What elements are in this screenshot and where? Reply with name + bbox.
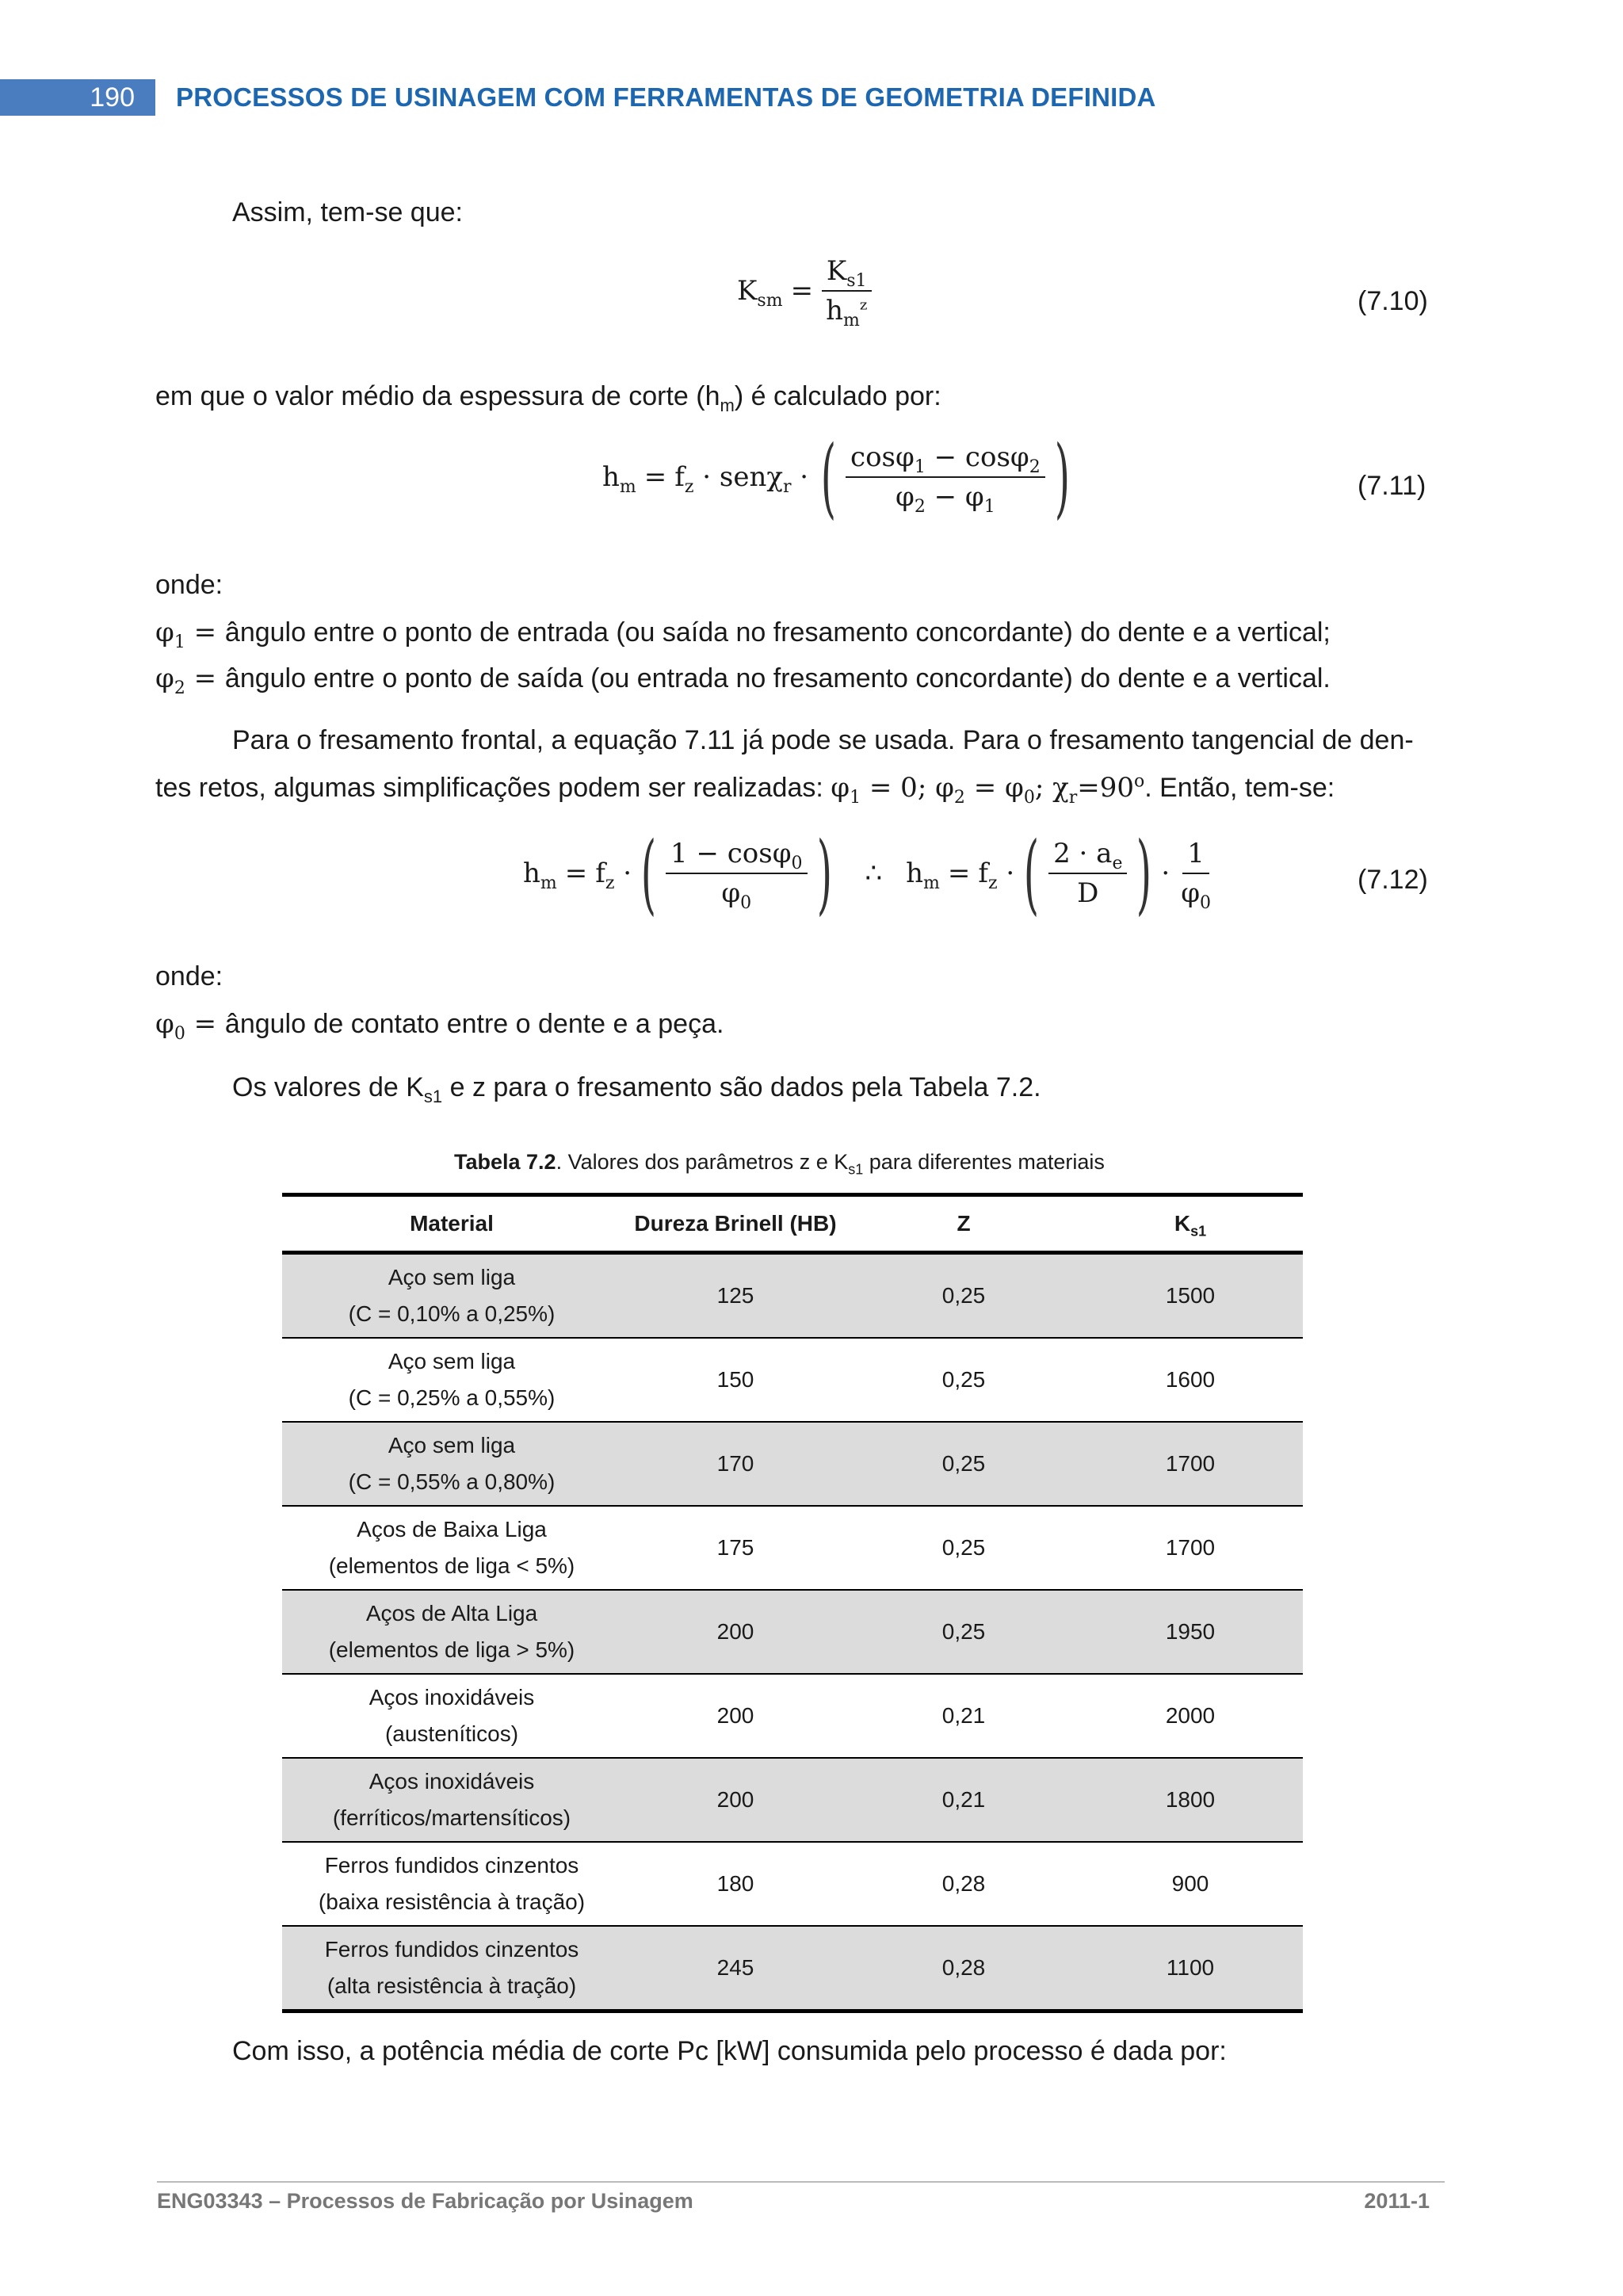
cell-ks1: 1950 <box>1078 1590 1303 1674</box>
cell-ks1: 2000 <box>1078 1674 1303 1758</box>
table-row <box>282 1842 1303 1926</box>
equation-number-7-11: (7.11) <box>1358 471 1426 501</box>
cell-z: 0,21 <box>850 1758 1078 1842</box>
paragraph-fresamento-line1: Para o fresamento frontal, a equação 7.11 já pode se usada. Para o fresamento tangencial de den- <box>232 725 1414 755</box>
cell-hb: 175 <box>621 1506 850 1590</box>
paragraph-assim: Assim, tem-se que: <box>232 197 463 227</box>
column-header-ks1: $K_{s1}$ <box>1078 1195 1303 1253</box>
footer-divider <box>157 2181 1445 2183</box>
cell-material: Aços de Alta Liga (elementos de liga > 5%) <box>282 1590 621 1674</box>
cell-hb: 200 <box>621 1590 850 1674</box>
table-row <box>282 1253 1303 1339</box>
cell-hb: 150 <box>621 1338 850 1422</box>
cell-ks1: 1700 <box>1078 1506 1303 1590</box>
cell-material: Aço sem liga (C = 0,25% a 0,55%) <box>282 1338 621 1422</box>
cell-hb: 200 <box>621 1758 850 1842</box>
material-parameters-table <box>282 1193 1303 2013</box>
table-row <box>282 1758 1303 1842</box>
table-row <box>282 1338 1303 1422</box>
cell-ks1: 1700 <box>1078 1422 1303 1506</box>
equation-7-10: $K_{sm}$ = $\frac{K_{s1}}{h_m^z}$ <box>737 255 872 327</box>
equation-number-7-12: (7.12) <box>1358 865 1428 895</box>
cell-ks1: 1100 <box>1078 1926 1303 2011</box>
cell-ks1: 1600 <box>1078 1338 1303 1422</box>
definition-phi1: $\varphi_1$ = ângulo entre o ponto de entrada (ou saída no fresamento concordante) do dente e a vertical; <box>155 617 1331 652</box>
cell-hb: 200 <box>621 1674 850 1758</box>
table-row <box>282 1590 1303 1674</box>
cell-z: 0,28 <box>850 1926 1078 2011</box>
cell-z: 0,25 <box>850 1253 1078 1339</box>
cell-material: Aço sem liga (C = 0,55% a 0,80%) <box>282 1422 621 1506</box>
cell-z: 0,21 <box>850 1674 1078 1758</box>
paragraph-com-isso: Com isso, a potência média de corte Pc [kW] consumida pelo processo é dada por: <box>232 2036 1227 2066</box>
cell-z: 0,25 <box>850 1338 1078 1422</box>
cell-z: 0,25 <box>850 1422 1078 1506</box>
cell-z: 0,25 <box>850 1590 1078 1674</box>
cell-hb: 245 <box>621 1926 850 2011</box>
footer-course: ENG03343 – Processos de Fabricação por Usinagem <box>157 2189 693 2213</box>
cell-z: 0,25 <box>850 1506 1078 1590</box>
cell-material: Ferros fundidos cinzentos (baixa resistência à tração) <box>282 1842 621 1926</box>
table-header-row <box>282 1195 1303 1253</box>
definition-phi2: $\varphi_2$ = ângulo entre o ponto de saída (ou entrada no fresamento concordante) do dente e a vertical. <box>155 663 1331 698</box>
cell-hb: 125 <box>621 1253 850 1339</box>
footer-semester: 2011-1 <box>1364 2189 1430 2213</box>
column-header-dureza: Dureza Brinell (HB) <box>621 1195 850 1253</box>
cell-material: Aços inoxidáveis (ferríticos/martensíticos) <box>282 1758 621 1842</box>
table-caption: Tabela 7.2. Valores dos parâmetros z e $K_{s1}$ para diferentes materiais <box>454 1150 1105 1178</box>
cell-material: Aço sem liga (C = 0,10% a 0,25%) <box>282 1253 621 1339</box>
cell-ks1: 1500 <box>1078 1253 1303 1339</box>
paragraph-em-que: em que o valor médio da espessura de corte $(h_m)$ é calculado por: <box>155 381 941 415</box>
table-row <box>282 1506 1303 1590</box>
table-row <box>282 1926 1303 2011</box>
column-header-material: Material <box>282 1195 621 1253</box>
cell-ks1: 900 <box>1078 1842 1303 1926</box>
page-number: 190 <box>0 79 155 116</box>
running-header-title: PROCESSOS DE USINAGEM COM FERRAMENTAS DE GEOMETRIA DEFINIDA <box>176 82 1156 112</box>
cell-z: 0,28 <box>850 1842 1078 1926</box>
cell-hb: 180 <box>621 1842 850 1926</box>
cell-material: Ferros fundidos cinzentos (alta resistência à tração) <box>282 1926 621 2011</box>
equation-7-12: $h_m$ = $f_z$ · ( $\frac{1 - \cos\varphi_0}{\varphi_0}$ ) ∴ $h_m$ = $f_z$ · ( $\frac{2 \cdot a_e}{D}$ ) · $\frac{1}{\varphi_0}$ <box>523 823 1212 924</box>
cell-ks1: 1800 <box>1078 1758 1303 1842</box>
equation-number-7-10: (7.10) <box>1358 286 1428 316</box>
cell-material: Aços inoxidáveis (austeníticos) <box>282 1674 621 1758</box>
paragraph-fresamento-line2: tes retos, algumas simplificações podem ser realizadas: $\varphi_1 = 0$; $\varphi_2 = \varphi_0$; $\chi_r=90^o$. Então, tem-se: <box>155 771 1335 808</box>
paragraph-valores: Os valores de $K_{s1}$ e z para o fresamento são dados pela Tabela 7.2. <box>232 1072 1041 1106</box>
label-onde-2: onde: <box>155 961 223 991</box>
column-header-z: Z <box>850 1195 1078 1253</box>
cell-hb: 170 <box>621 1422 850 1506</box>
definition-phi0: $\varphi_0$ = ângulo de contato entre o dente e a peça. <box>155 1008 724 1044</box>
table-row <box>282 1674 1303 1758</box>
equation-7-11: $h_m$ = $f_z \cdot sen\chi_r$ · ( $\frac{\cos\varphi_1 - \cos\varphi_2}{\varphi_2 - \varphi_1}$ ) <box>602 426 1070 528</box>
cell-material: Aços de Baixa Liga (elementos de liga < 5%) <box>282 1506 621 1590</box>
label-onde-1: onde: <box>155 570 223 600</box>
table-row <box>282 1422 1303 1506</box>
